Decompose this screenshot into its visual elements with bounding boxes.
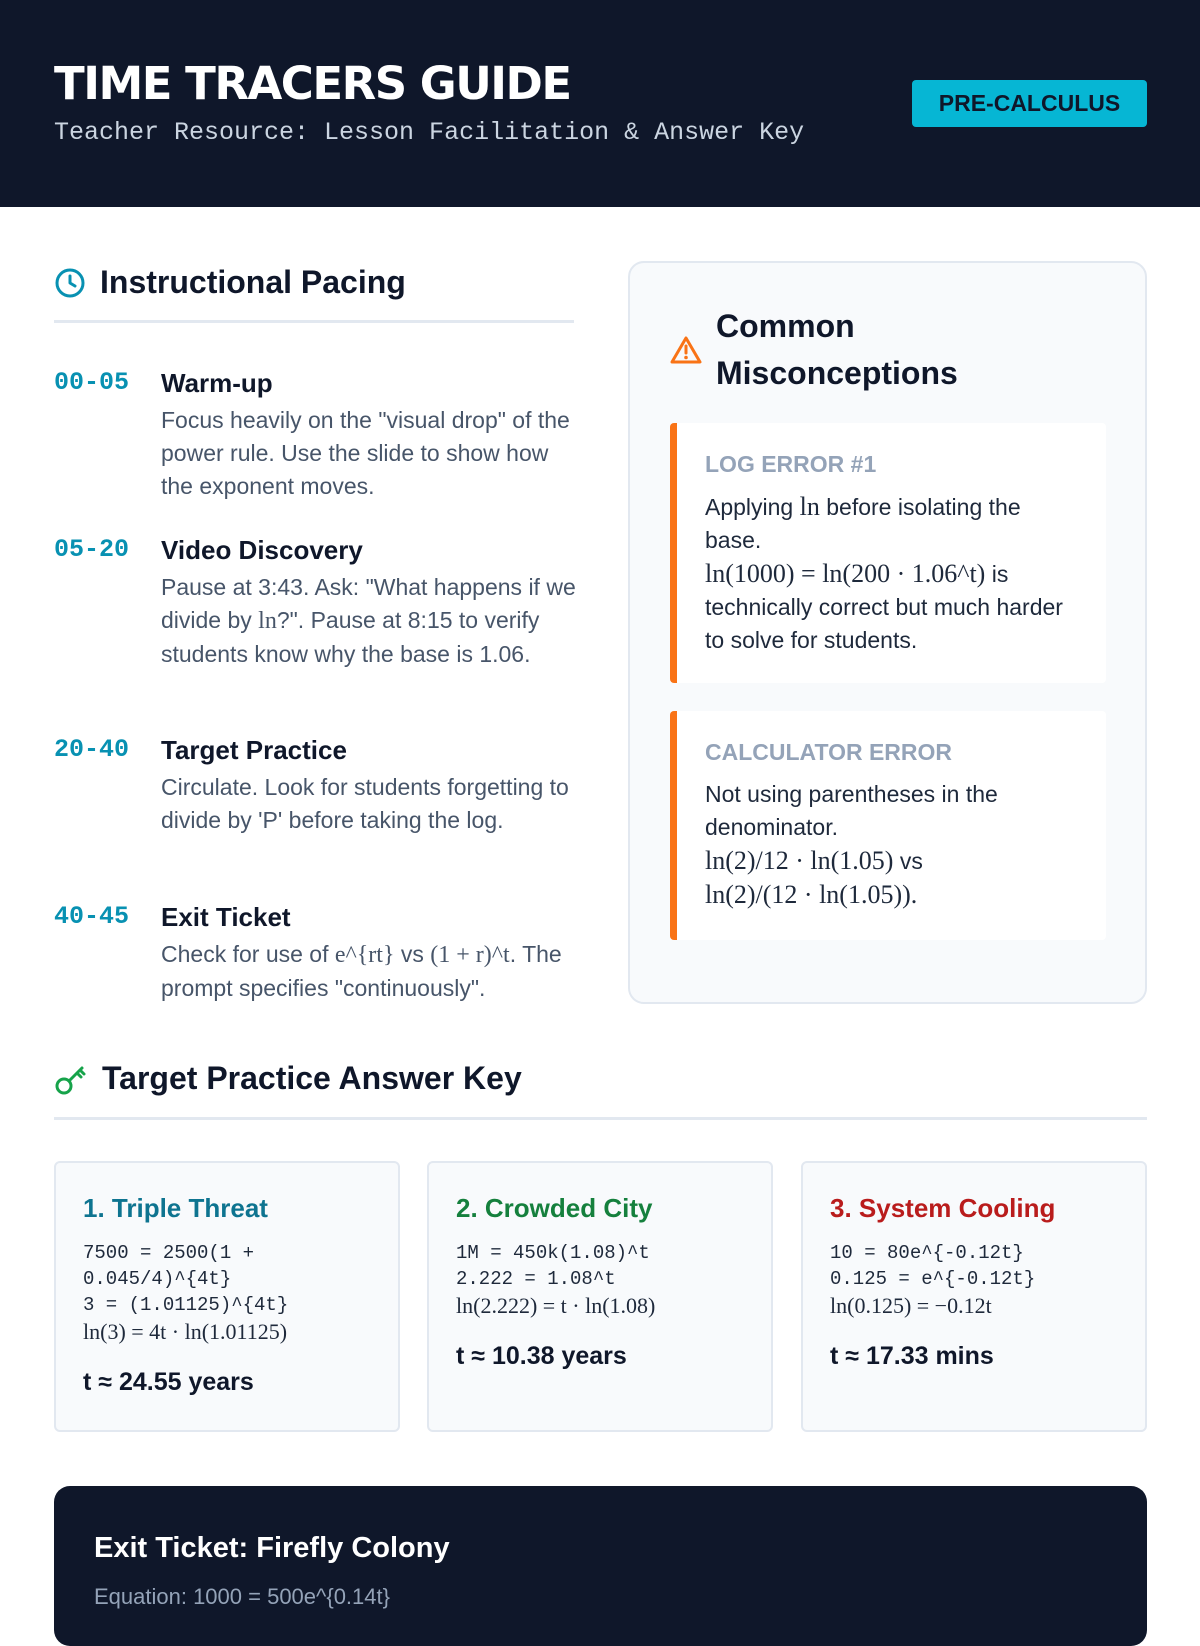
error-equation: ln(2)/(12 · ln(1.05)). <box>705 880 918 909</box>
desc-math: e^{rt} <box>334 942 395 968</box>
misconception-calculator-error <box>670 711 1106 940</box>
pacing-time: 40-45 <box>54 902 130 931</box>
error-text-part: Applying <box>705 494 800 520</box>
pacing-heading-text: Instructional Pacing <box>100 264 406 300</box>
desc-text: Pause at 3:43. Ask: "What happens if we divide by <box>161 574 576 633</box>
pacing-divider <box>54 320 574 323</box>
error-text-part: before isolating the base. <box>705 494 1021 553</box>
pacing-time: 20-40 <box>54 735 130 764</box>
answer-key-divider <box>54 1117 1147 1120</box>
page-subtitle: Teacher Resource: Lesson Facilitation & Answer Key <box>54 118 805 147</box>
exit-ticket-equation: Equation: 1000 = 500e^{0.14t} <box>94 1584 390 1609</box>
warning-icon <box>670 335 702 370</box>
error-text-part: Not using parentheses in the denominator. <box>705 781 998 840</box>
answer-result: t ≈ 24.55 years <box>83 1368 254 1396</box>
error-equation: ln(1000) = ln(200 · 1.06^t) <box>705 559 986 588</box>
pacing-heading <box>54 264 406 301</box>
error-text-part: is technically correct but much harder to solve for students. <box>705 561 1063 653</box>
pacing-title: Target Practice <box>161 735 347 765</box>
desc-math: (1 + r)^t <box>430 942 510 968</box>
answer-key-heading-text: Target Practice Answer Key <box>102 1060 522 1096</box>
answer-work: 1M = 450k(1.08)^t 2.222 = 1.08^t <box>456 1242 650 1290</box>
pacing-title: Warm-up <box>161 368 273 398</box>
answer-work: 10 = 80e^{-0.12t} 0.125 = e^{-0.12t} <box>830 1242 1036 1290</box>
page-header <box>0 0 1200 207</box>
desc-text: ?". Pause at 8:15 to verify students know why the base is 1.06. <box>161 607 540 667</box>
misconceptions-heading: Common Misconceptions <box>716 308 958 391</box>
answer-result: t ≈ 17.33 mins <box>830 1342 994 1370</box>
answer-title: 2. Crowded City <box>456 1193 653 1223</box>
misconception-log-error <box>670 423 1106 683</box>
pacing-desc: Circulate. Look for students forgetting to divide by 'P' before taking the log. <box>161 774 569 833</box>
answer-log-step: ln(0.125) = −0.12t <box>830 1293 992 1318</box>
desc-text: Check for use of <box>161 941 335 967</box>
desc-text: . The prompt specifies "continuously". <box>161 941 562 1001</box>
key-icon <box>54 1062 88 1096</box>
error-equation: ln(2)/12 · ln(1.05) <box>705 846 894 875</box>
pacing-time: 00-05 <box>54 368 130 397</box>
pacing-desc <box>161 938 576 1005</box>
error-label: CALCULATOR ERROR <box>705 739 953 765</box>
answer-card-triple-threat <box>54 1161 400 1432</box>
error-text <box>705 490 1082 657</box>
pacing-desc: Focus heavily on the "visual drop" of the power rule. Use the slide to show how the exponent moves. <box>161 407 570 499</box>
misconceptions-card <box>628 261 1147 1004</box>
answer-work: 7500 = 2500(1 + 0.045/4)^{4t} 3 = (1.01125)^{4t} <box>83 1242 289 1316</box>
answer-log-step: ln(3) = 4t · ln(1.01125) <box>83 1319 288 1344</box>
answer-log-step: ln(2.222) = t · ln(1.08) <box>456 1293 656 1318</box>
desc-math: ln <box>258 608 277 634</box>
desc-text: vs <box>394 941 431 967</box>
answer-title: 3. System Cooling <box>830 1193 1056 1223</box>
answer-card-system-cooling <box>801 1161 1147 1432</box>
error-label: LOG ERROR #1 <box>705 451 877 477</box>
answer-card-crowded-city <box>427 1161 773 1432</box>
pacing-time: 05-20 <box>54 535 130 564</box>
exit-ticket-title: Exit Ticket: Firefly Colony <box>94 1532 450 1564</box>
answer-result: t ≈ 10.38 years <box>456 1342 627 1370</box>
exit-ticket-card <box>54 1486 1147 1646</box>
pacing-title: Video Discovery <box>161 535 363 565</box>
page-title: TIME TRACERS GUIDE <box>54 57 571 110</box>
error-text-part: vs <box>893 848 923 874</box>
pacing-desc <box>161 571 576 671</box>
error-text <box>705 778 1082 912</box>
error-math: ln <box>799 492 820 521</box>
pacing-title: Exit Ticket <box>161 902 291 932</box>
answer-key-heading <box>54 1060 522 1097</box>
answer-title: 1. Triple Threat <box>83 1193 268 1223</box>
clock-icon <box>54 267 86 299</box>
subject-badge: PRE-CALCULUS <box>912 80 1147 127</box>
